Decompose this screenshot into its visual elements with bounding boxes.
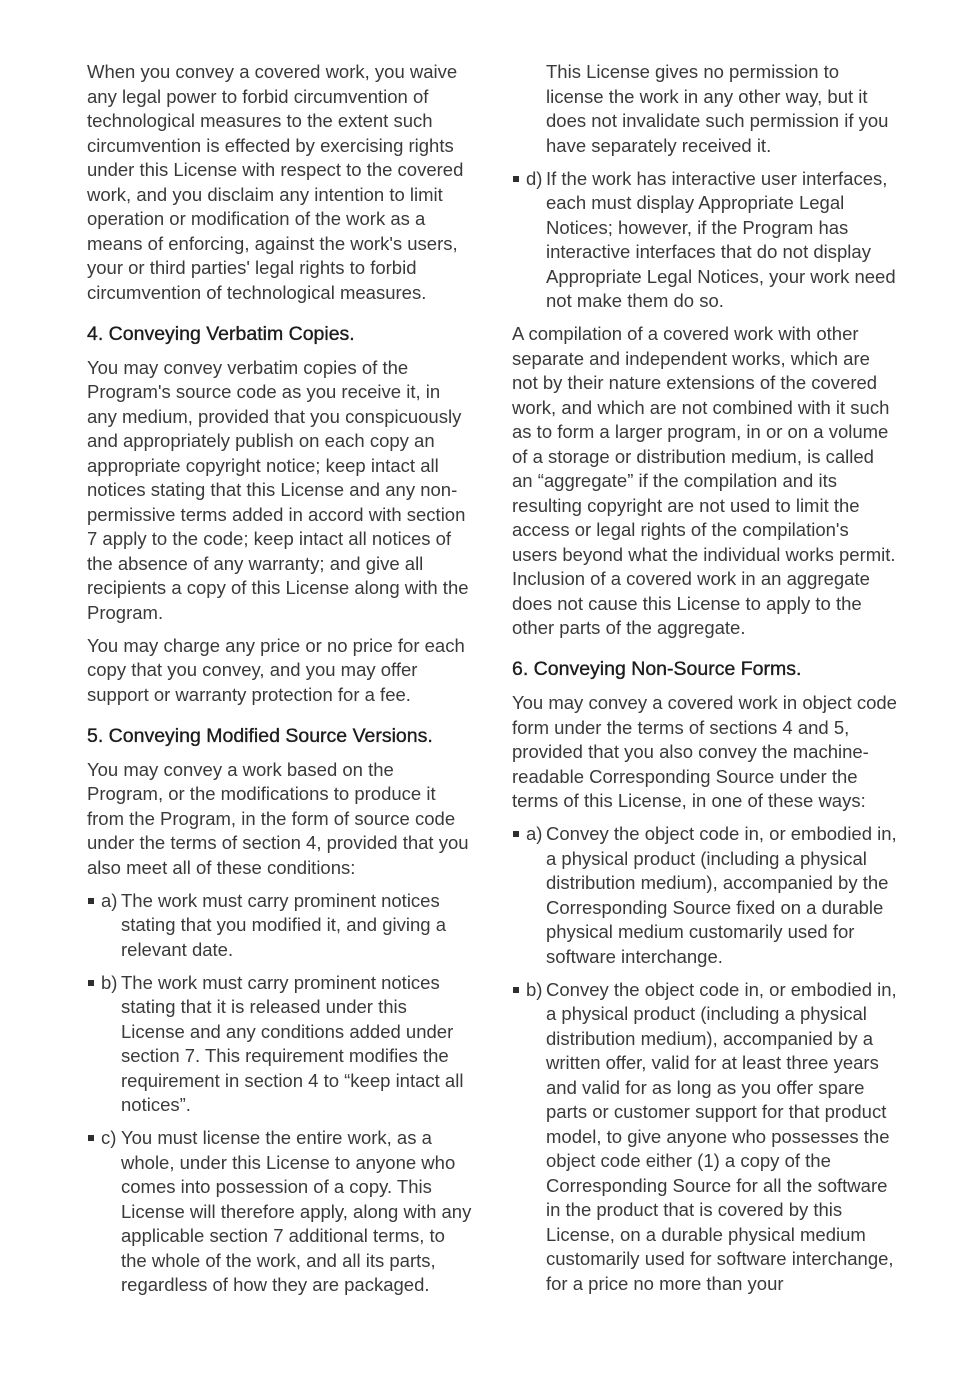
- section-4-paragraph: You may convey verbatim copies of the Program's source code as you receive it, in any medium, provided that you conspicuously and appropriately publish on each copy an appropriate copyright notice; keep intact all notices stating that this License and any non-permissive terms added in accord with section 7 apply to the code; keep intact all notices of the absence of any warranty; and give all recipients a copy of this License along with the Program.: [87, 356, 469, 623]
- list-item: [512, 822, 898, 969]
- list-item-label: b): [101, 971, 118, 993]
- section-4-heading: 4. Conveying Verbatim Copies.: [87, 322, 355, 345]
- list-item-text: Convey the object code in, or embodied in, a physical product (including a physical distribution medium), accompanied by the Corresponding Source fixed on a durable physical medium customarily used for software interchange.: [546, 823, 897, 967]
- square-bullet-icon: [88, 898, 94, 904]
- square-bullet-icon: [88, 1135, 94, 1141]
- left-column: [87, 60, 473, 1306]
- square-bullet-icon: [88, 980, 94, 986]
- list-item-label: c): [101, 1127, 117, 1148]
- list-item-continuation: This License gives no permission to license the work in any other way, but it does not invalidate such permission if you have separately received it.: [546, 61, 889, 156]
- section-6-paragraph: You may convey a covered work in object code form under the terms of sections 4 and 5, provided that you also convey the machine-readable Corresponding Source under the terms of this License, in one of these ways:: [512, 692, 897, 811]
- section-6-heading: 6. Conveying Non-Source Forms.: [512, 658, 802, 680]
- list-item: [512, 978, 898, 1297]
- list-item: [512, 167, 898, 314]
- list-item: [87, 971, 473, 1118]
- section-5-heading: 5. Conveying Modified Source Versions.: [87, 724, 433, 747]
- list-item: [87, 889, 473, 963]
- square-bullet-icon: [513, 176, 519, 182]
- square-bullet-icon: [513, 831, 519, 837]
- circumvention-paragraph: When you convey a covered work, you waive any legal power to forbid circumvention of technological measures to the extent such circumvention is effected by exercising rights under this License with respect to the covered work, and you disclaim any intention to limit operation or modification of the work as a means of enforcing, against the work's users, your or third parties' legal rights to forbid circumvention of technological measures.: [87, 61, 464, 303]
- list-item-text: The work must carry prominent notices stating that you modified it, and giving a relevant date.: [121, 889, 446, 960]
- right-column: [512, 60, 898, 1305]
- list-item-label: a): [101, 889, 118, 911]
- list-item-text: The work must carry prominent notices stating that it is released under this License and any conditions added under section 7. This requirement modifies the requirement in section 4 to “keep intact all notices”.: [121, 971, 464, 1115]
- list-item-label: a): [526, 823, 543, 844]
- section-4-paragraph: You may charge any price or no price for each copy that you convey, and you may offer support or warranty protection for a fee.: [87, 634, 465, 705]
- list-item-label: d): [526, 167, 543, 189]
- list-item: [87, 1126, 473, 1298]
- section-5-paragraph: You may convey a work based on the Program, or the modifications to produce it from the Program, in the form of source code under the terms of section 4, provided that you also meet all of these conditions:: [87, 758, 469, 878]
- list-item-text: If the work has interactive user interfaces, each must display Appropriate Legal Notices; however, if the Program has interactive interfaces that do not display Appropriate Legal Notices, your work need not make them do so.: [546, 167, 896, 311]
- aggregate-paragraph: A compilation of a covered work with other separate and independent works, which are not by their nature extensions of the covered work, and which are not combined with it such as to form a larger program, in or on a volume of a storage or distribution medium, is called an “aggregate” if the compilation and its resulting copyright are not used to limit the access or legal rights of the compilation's users beyond what the individual works permit. Inclusion of a covered work in an aggregate does not cause this License to apply to the other parts of the aggregate.: [512, 323, 896, 638]
- square-bullet-icon: [513, 987, 519, 993]
- list-item-text: You must license the entire work, as a whole, under this License to anyone who comes into possession of a copy. This License will therefore apply, along with any applicable section 7 additional terms, to the whole of the work, and all its parts, regardless of how they are packaged.: [121, 1127, 472, 1295]
- list-item-label: b): [526, 978, 543, 1000]
- list-item-text: Convey the object code in, or embodied in, a physical product (including a physical distribution medium), accompanied by a written offer, valid for at least three years and valid for as long as you offer spare parts or customer support for that product model, to give anyone who possesses the object code either (1) a copy of the Corresponding Source for all the software in the product that is covered by this License, on a durable physical medium customarily used for software interchange, for a price no more than your: [546, 978, 897, 1294]
